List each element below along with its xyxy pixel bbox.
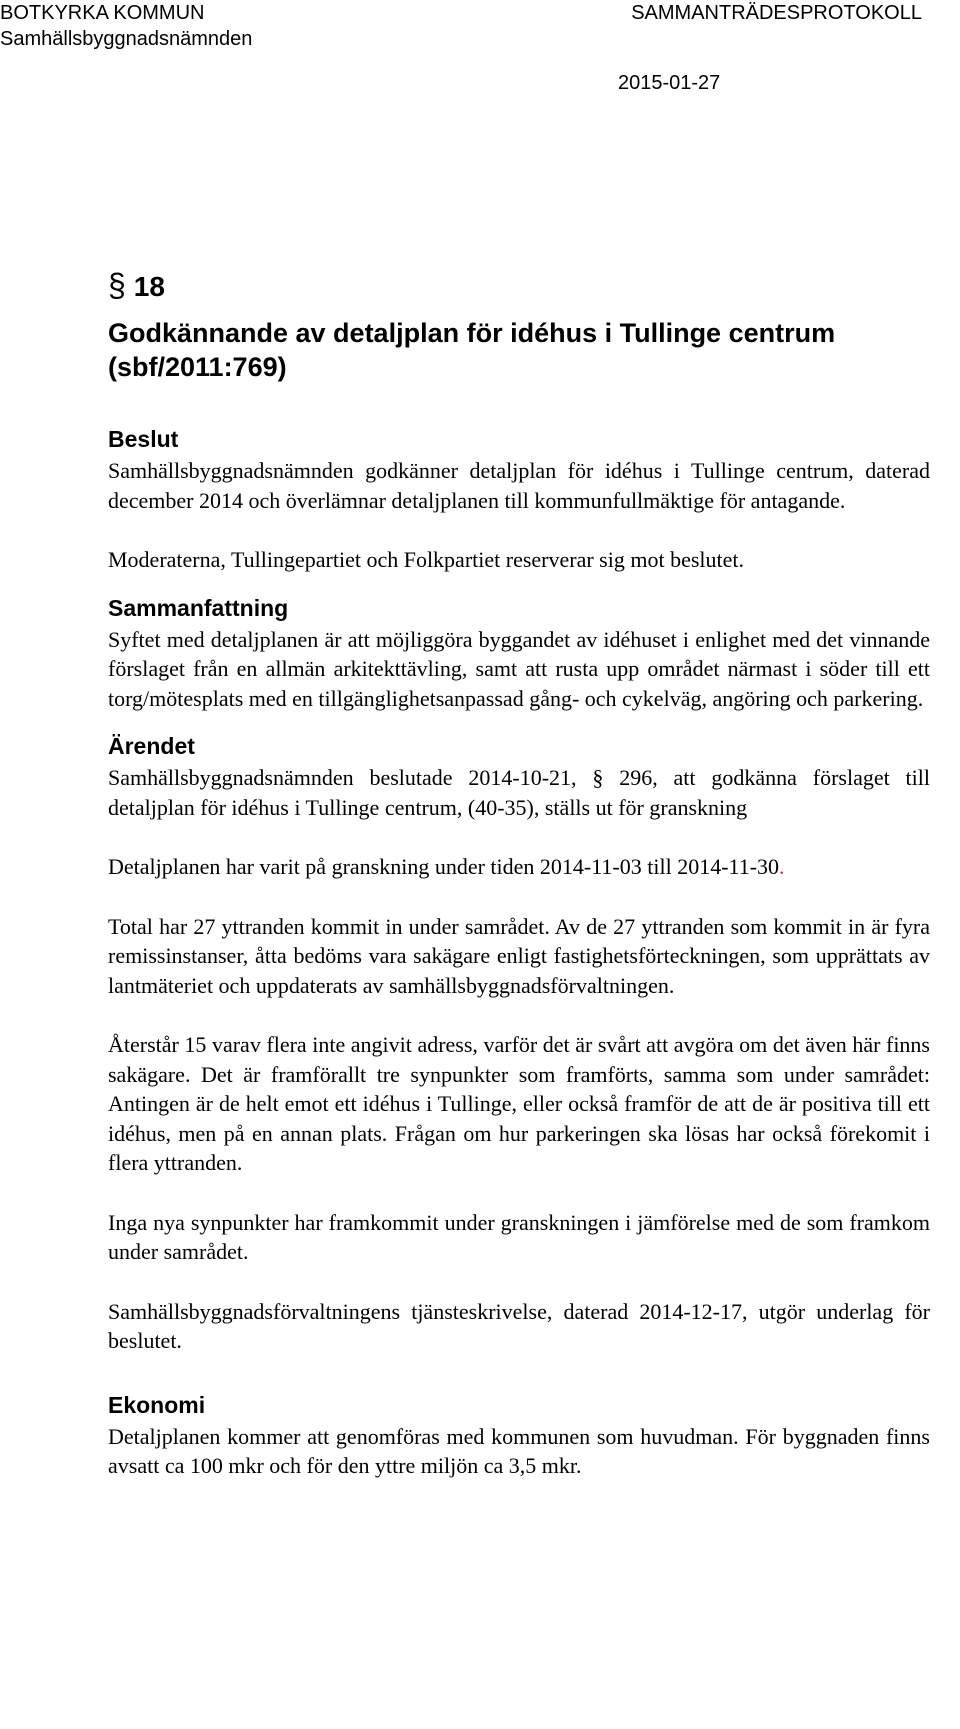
reservation-text: Moderaterna, Tullingepartiet och Folkpartiet reserverar sig mot beslutet.	[108, 547, 745, 572]
document-type: SAMMANTRÄDESPROTOKOLL	[631, 2, 922, 24]
paragraph-number-value: 18	[133, 271, 165, 302]
paragraph-title: Godkännande av detaljplan för idéhus i Tullinge centrum (sbf/2011:769)	[108, 318, 836, 382]
arendet-paragraph-2	[108, 852, 930, 882]
arendet-p1-before: Samhällsbyggnadsnämnden beslutade 2014-10-21,	[108, 765, 593, 790]
arendet-paragraph-6: Samhällsbyggnadsförvaltningens tjänsteskrivelse, daterad 2014-12-17, utgör underlag för beslutet.	[108, 1298, 930, 1353]
section-symbol: §	[108, 267, 126, 303]
protocol-body	[108, 268, 930, 1481]
arendet-p1-after: 296, att godkänna förslaget till detaljplan för idéhus i Tullinge centrum, (40-35), ställs ut för granskning	[108, 765, 930, 820]
arendet-paragraph-5: Inga nya synpunkter har framkommit under granskningen i jämförelse med de som framkom under samrådet.	[108, 1209, 930, 1264]
beslut-text: Samhällsbyggnadsnämnden godkänner detaljplan för idéhus i Tullinge centrum, daterad december 2014 och överlämnar detaljplanen till kommunfullmäktige för antagande.	[108, 458, 930, 513]
sammanfattning-text: Syftet med detaljplanen är att möjliggöra byggandet av idéhuset i enlighet med det vinnande förslaget från en allmän arkitekttävling, samt att rusta upp området närmast i söder till ett torg/mötesplats med en tillgänglighetsanpassad gång- och cykelväg, angöring och parkering.	[108, 626, 930, 711]
organization-name: BOTKYRKA KOMMUN	[0, 2, 205, 24]
arendet-paragraph-3: Total har 27 yttranden kommit in under samrådet. Av de 27 yttranden som kommit in är fyra remissinstanser, åtta bedöms vara sakägare enligt fastighetsförteckningen, som upprättats av lantmäteriet och uppdaterats av samhällsbyggnadsförvaltningen.	[108, 913, 930, 998]
sammanfattning-heading: Sammanfattning	[108, 594, 289, 621]
arendet-heading: Ärendet	[108, 733, 195, 759]
committee-name: Samhällsbyggnadsnämnden	[0, 28, 253, 50]
paragraph-number	[108, 268, 930, 304]
arendet-paragraph-4: Återstår 15 varav flera inte angivit adress, varför det är svårt att avgöra om det även här finns sakägare. Det är framförallt tre synpunkter som framförts, samma som under samrådet: Antingen är de helt emot ett idéhus i Tullinge, eller också framför de att de är positiva till ett idéhus, men på en annan plats. Frågan om hur parkeringen ska lösas har också förekomit i flera yttranden.	[108, 1032, 930, 1175]
meeting-date: 2015-01-27	[618, 72, 721, 94]
red-period: .	[779, 854, 785, 879]
beslut-heading: Beslut	[108, 426, 179, 452]
section-symbol-inline: §	[592, 765, 604, 790]
ekonomi-text: Detaljplanen kommer att genomföras med kommunen som huvudman. För byggnaden finns avsatt ca 100 mkr och för den yttre miljön ca 3,5 mkr.	[108, 1423, 930, 1478]
granskning-period: Detaljplanen har varit på granskning under tiden 2014-11-03 till 2014-11-30	[108, 854, 780, 879]
ekonomi-heading: Ekonomi	[108, 1391, 206, 1418]
arendet-paragraph-1	[108, 763, 930, 822]
